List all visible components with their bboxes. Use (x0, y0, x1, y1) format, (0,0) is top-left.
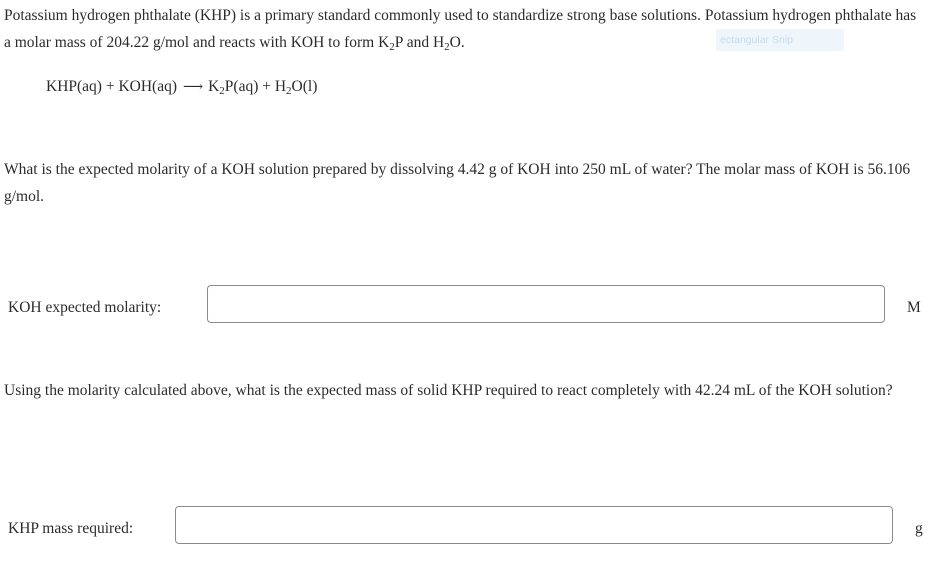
khp-mass-label: KHP mass required: (8, 520, 134, 537)
mass-unit: g (915, 520, 923, 537)
equation-subscript-1: 2 (219, 85, 225, 97)
question-1-text: What is the expected molarity of a KOH solution prepared by dissolving 4.42 g of KOH into 250 mL of water? The molar mass of KOH is 56.106 g/mol. (4, 161, 911, 205)
question-2-text: Using the molarity calculated above, what is the expected mass of solid KHP required to react completely with 42.24 mL of the KOH solution? (4, 382, 893, 399)
equation-product-k: K (208, 78, 220, 95)
molarity-unit: M (907, 299, 921, 316)
intro-text-part2: P and H (394, 33, 445, 51)
koh-molarity-input[interactable] (207, 285, 885, 323)
reaction-arrow-icon: ⟶ (183, 80, 203, 95)
khp-mass-input[interactable] (175, 506, 893, 544)
intro-text-part3: O. (449, 33, 465, 51)
intro-text-part1: Potassium hydrogen phthalate (KHP) is a primary standard commonly used to standardize strong base solutions. Potassium hydrogen phthalate has a molar mass of 204.22 g/mol and reacts with KOH to form K (4, 7, 917, 51)
equation-subscript-2: 2 (286, 85, 292, 97)
equation-product-end: O(l) (291, 78, 318, 95)
rectangular-snip-overlay: ectangular Snip (716, 29, 844, 51)
equation-product-mid: P(aq) + H (224, 78, 287, 95)
intro-subscript-1: 2 (389, 40, 395, 53)
koh-molarity-label: KOH expected molarity: (8, 299, 162, 316)
equation-reactants: KHP(aq) + KOH(aq) (46, 78, 177, 95)
reaction-equation (46, 74, 317, 101)
intro-subscript-2: 2 (444, 40, 450, 53)
